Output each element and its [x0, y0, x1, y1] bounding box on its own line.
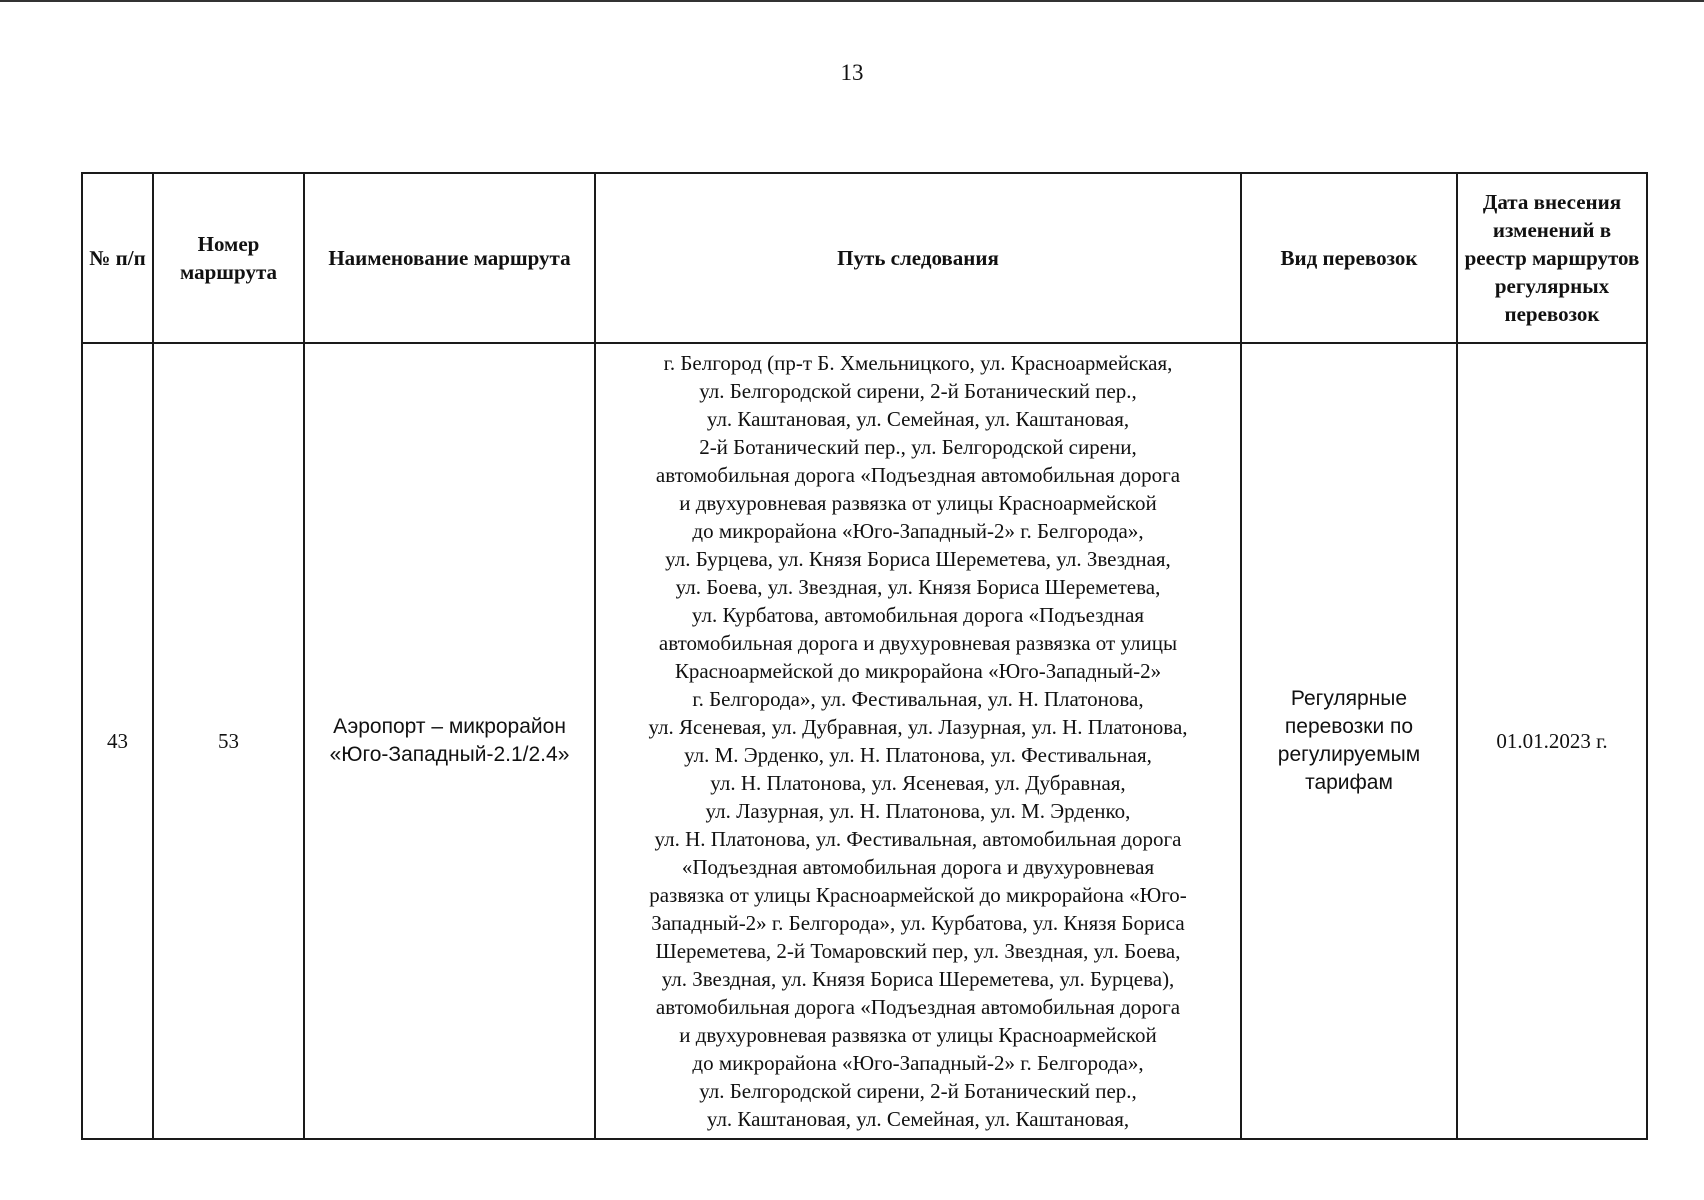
- path-line: 2-й Ботанический пер., ул. Белгородской сирени,: [699, 435, 1137, 459]
- cell-route-number: 53: [153, 343, 304, 1139]
- path-line: ул. Н. Платонова, ул. Фестивальная, автомобильная дорога: [654, 827, 1182, 851]
- path-line: ул. Боева, ул. Звездная, ул. Князя Бориса Шереметева,: [675, 575, 1161, 599]
- routes-registry-table: [81, 172, 1648, 1140]
- path-line: ул. Звездная, ул. Князя Бориса Шереметева, ул. Бурцева),: [661, 967, 1175, 991]
- header-index: № п/п: [82, 173, 153, 343]
- path-line: до микрорайона «Юго-Западный-2» г. Белгорода»,: [692, 519, 1144, 543]
- path-line: г. Белгорода», ул. Фестивальная, ул. Н. Платонова,: [692, 687, 1144, 711]
- path-line: г. Белгород (пр-т Б. Хмельницкого, ул. Красноармейская,: [663, 351, 1173, 375]
- header-route-name: Наименование маршрута: [304, 173, 595, 343]
- path-line: ул. Бурцева, ул. Князя Бориса Шереметева, ул. Звездная,: [665, 547, 1171, 571]
- path-line: Красноармейской до микрорайона «Юго-Западный-2»: [674, 659, 1162, 683]
- path-line: ул. Курбатова, автомобильная дорога «Подъездная: [691, 603, 1145, 627]
- header-transport-type: Вид перевозок: [1241, 173, 1457, 343]
- path-line: автомобильная дорога «Подъездная автомобильная дорога: [655, 463, 1181, 487]
- path-line: и двухуровневая развязка от улицы Красноармейской: [679, 491, 1157, 515]
- path-line: ул. Ясеневая, ул. Дубравная, ул. Лазурная, ул. Н. Платонова,: [648, 715, 1188, 739]
- cell-index: 43: [82, 343, 153, 1139]
- path-line: ул. М. Эрденко, ул. Н. Платонова, ул. Фестивальная,: [684, 743, 1152, 767]
- page-number: 13: [840, 60, 864, 85]
- path-line: и двухуровневая развязка от улицы Красноармейской: [679, 1023, 1157, 1047]
- page-top-border: [0, 0, 1704, 2]
- cell-route-path: [595, 343, 1241, 1139]
- path-line: ул. Каштановая, ул. Семейная, ул. Каштановая,: [706, 1107, 1130, 1131]
- path-line: ул. Лазурная, ул. Н. Платонова, ул. М. Эрденко,: [705, 799, 1131, 823]
- table-header-row: [82, 173, 1647, 343]
- cell-transport-type: Регулярные перевозки по регулируемым тарифам: [1241, 343, 1457, 1139]
- header-registry-date: Дата внесения изменений в реестр маршрутов регулярных перевозок: [1457, 173, 1647, 343]
- path-line: ул. Н. Платонова, ул. Ясеневая, ул. Дубравная,: [710, 771, 1126, 795]
- path-line: ул. Белгородской сирени, 2-й Ботанический пер.,: [699, 379, 1137, 403]
- path-line: автомобильная дорога и двухуровневая развязка от улицы: [658, 631, 1178, 655]
- header-path: Путь следования: [595, 173, 1241, 343]
- cell-registry-date: 01.01.2023 г.: [1457, 343, 1647, 1139]
- path-line: «Подъездная автомобильная дорога и двухуровневая: [681, 855, 1155, 879]
- path-line: Шереметева, 2-й Томаровский пер, ул. Звездная, ул. Боева,: [655, 939, 1181, 963]
- header-route-number: Номер маршрута: [153, 173, 304, 343]
- path-line: ул. Белгородской сирени, 2-й Ботанический пер.,: [699, 1079, 1137, 1103]
- path-line: ул. Каштановая, ул. Семейная, ул. Каштановая,: [706, 407, 1130, 431]
- table-row: [82, 343, 1647, 1139]
- path-line: до микрорайона «Юго-Западный-2» г. Белгорода»,: [692, 1051, 1144, 1075]
- cell-route-name: Аэропорт – микрорайон «Юго-Западный-2.1/2.4»: [304, 343, 595, 1139]
- path-line: развязка от улицы Красноармейской до микрорайона «Юго-: [649, 883, 1187, 907]
- path-line: Западный-2» г. Белгорода», ул. Курбатова, ул. Князя Бориса: [651, 911, 1185, 935]
- path-line: автомобильная дорога «Подъездная автомобильная дорога: [655, 995, 1181, 1019]
